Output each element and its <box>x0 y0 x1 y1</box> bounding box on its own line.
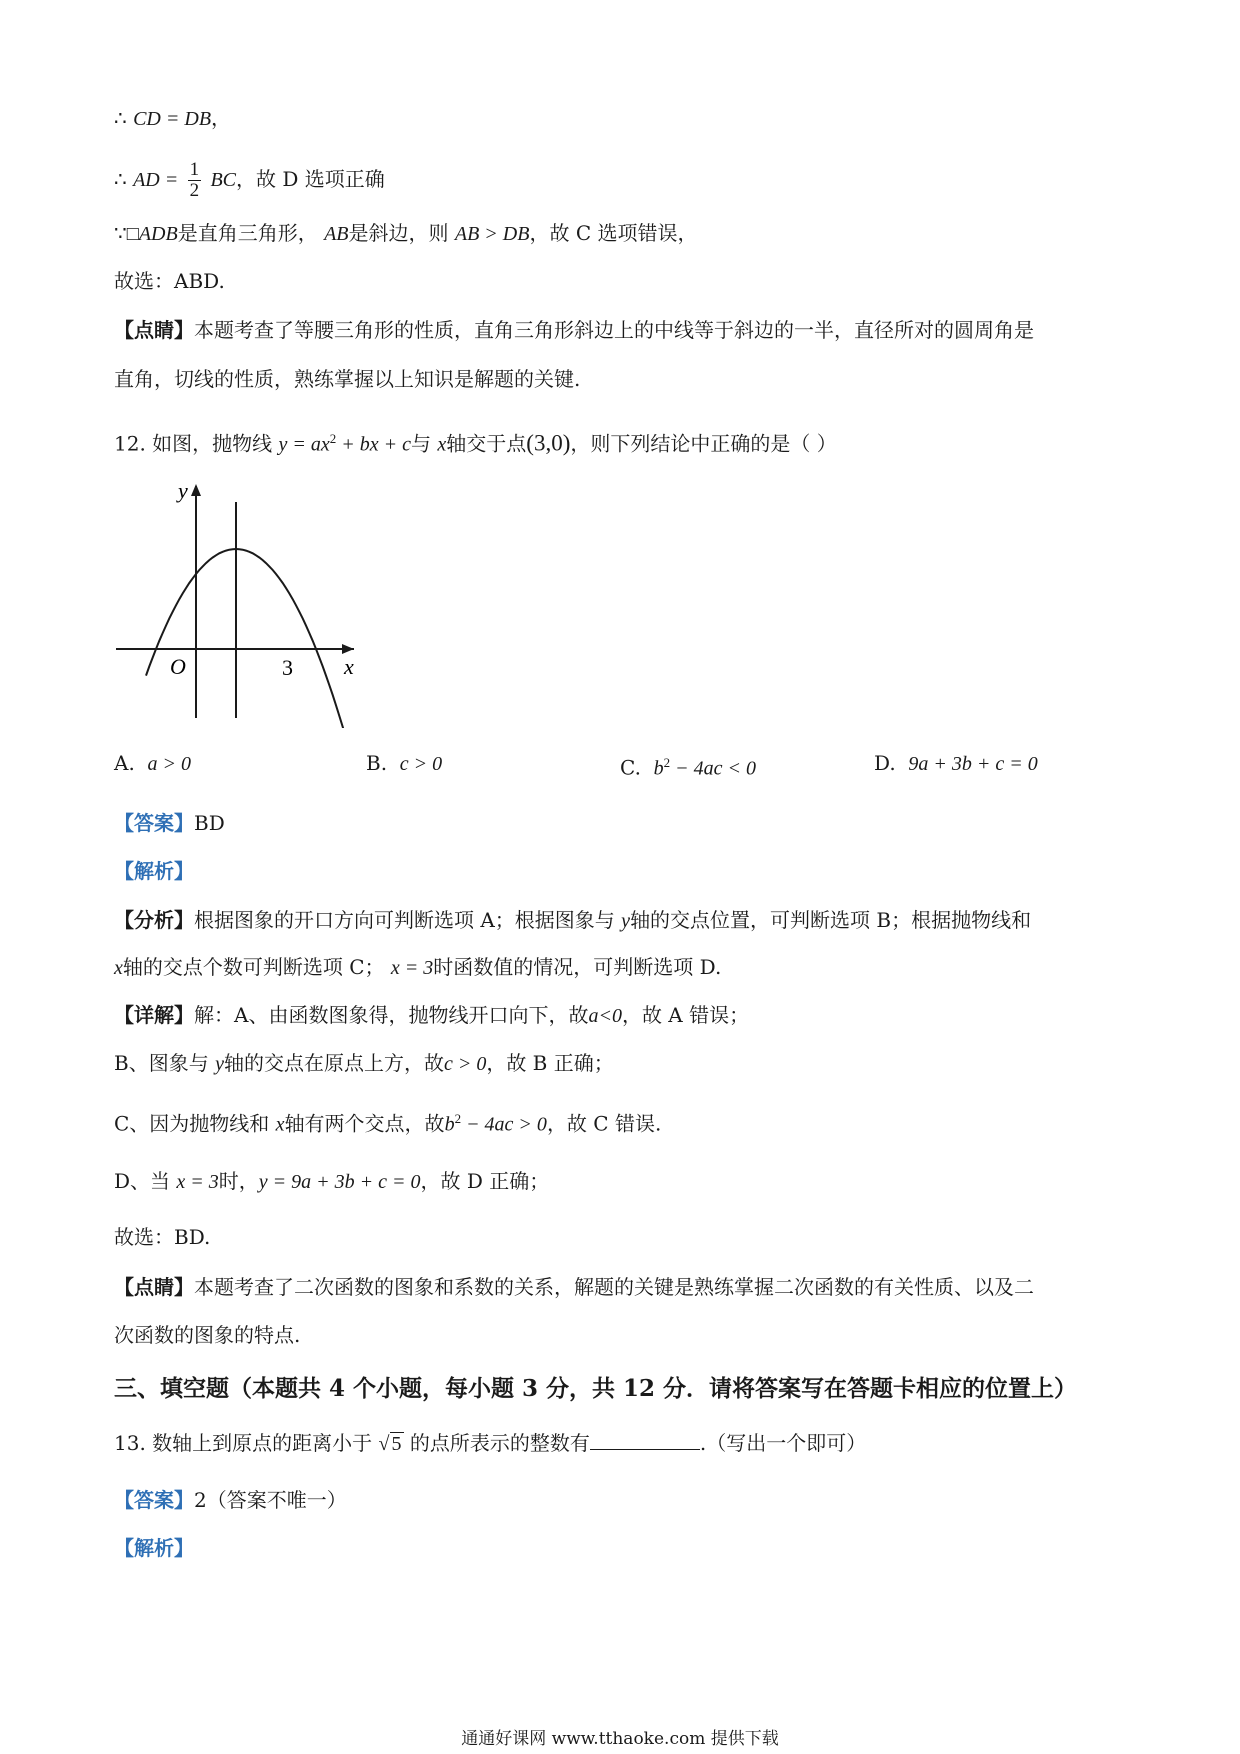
answer-tag: 【答案】 <box>114 811 194 835</box>
x-var: x <box>275 1113 285 1136</box>
text: 轴的交点个数可判断选项 C； <box>122 955 385 979</box>
equation-x-3: x = 3 <box>390 957 434 979</box>
y-axis-label: y <box>178 478 188 503</box>
fenxi-line-1 <box>114 905 1031 936</box>
jiexi-tag: 【解析】 <box>114 859 194 883</box>
exponent: 2 <box>663 755 671 770</box>
option-d <box>874 748 1038 779</box>
option-c <box>620 748 756 784</box>
xiangjie-b <box>114 1048 614 1079</box>
option-expr: a > 0 <box>147 753 192 775</box>
fraction-numerator: 1 <box>189 159 200 180</box>
triangle-symbol: □ <box>126 223 139 245</box>
text: ，则下列结论中正确的是（ ） <box>570 431 837 456</box>
therefore-symbol: ∴ <box>114 169 127 191</box>
text: ，故 A 错误； <box>621 1003 750 1027</box>
jiexi-tag-2: 【解析】 <box>114 1536 194 1560</box>
exponent: 2 <box>329 431 337 446</box>
inequality-a: a<0 <box>588 1005 622 1027</box>
text: B、图象与 <box>114 1051 209 1075</box>
fenxi-line-2 <box>114 952 721 983</box>
dianjing-text: 本题考查了等腰三角形的性质，直角三角形斜边上的中线等于斜边的一半，直径所对的圆周角是 <box>194 318 1034 342</box>
xiangjie-d <box>114 1166 549 1197</box>
text: ，故 B 正确； <box>486 1051 614 1075</box>
choice-bd: 故选：BD. <box>114 1225 211 1249</box>
dianjing-text: 本题考查了二次函数的图象和系数的关系，解题的关键是熟练掌握二次函数的有关性质、以及二 <box>194 1275 1034 1299</box>
text: C、因为抛物线和 <box>114 1111 270 1136</box>
dianjing-2 <box>114 1272 1034 1302</box>
footer-source: 通通好课网 www.tthaoke.com 提供下载 <box>461 1729 779 1749</box>
discriminant-rest: − 4ac > 0 <box>461 1113 547 1136</box>
sqrt-5 <box>379 1432 404 1455</box>
equation-value: y = 9a + 3b + c = 0 <box>258 1171 421 1193</box>
dianjing-2-cont: 次函数的图象的特点. <box>114 1323 301 1347</box>
text: 解：A、由函数图象得，抛物线开口向下，故 <box>194 1003 589 1027</box>
parabola-eq-rest: + bx + c <box>336 433 412 456</box>
choice-abd: 故选：ABD. <box>114 269 225 293</box>
xiangjie-a <box>114 1000 749 1031</box>
dianjing-tag: 【点睛】 <box>114 318 194 342</box>
parabola-graph <box>110 478 370 728</box>
exponent: 2 <box>454 1111 462 1126</box>
text: ，故 C 选项错误， <box>529 221 698 245</box>
option-label: C. <box>620 755 641 780</box>
question-number: 12. 如图，抛物线 <box>114 431 273 456</box>
line-ad-half-bc <box>114 160 385 201</box>
text: ，故 C 错误. <box>546 1111 662 1136</box>
radicand: 5 <box>391 1433 402 1455</box>
x-var: x <box>114 957 123 979</box>
equation-cd-db: CD = DB <box>133 108 212 130</box>
inequality-ab-db: AB > DB <box>454 223 530 245</box>
x-axis-arrow <box>342 644 354 654</box>
line-adb-right-triangle <box>114 218 698 249</box>
question-text: 的点所表示的整数有 <box>409 1431 590 1455</box>
text: 时函数值的情况，可判断选项 D. <box>433 955 722 979</box>
answer-blank <box>590 1429 700 1450</box>
text: 是直角三角形， <box>177 221 318 245</box>
comma: ， <box>211 106 232 130</box>
option-label: B. <box>366 751 388 775</box>
x-var: x <box>437 433 447 456</box>
text: 轴的交点位置，可判断选项 B；根据抛物线和 <box>630 908 1032 932</box>
answer-13 <box>114 1485 347 1515</box>
segment-ab: AB <box>324 223 349 245</box>
text: D、当 <box>114 1169 171 1193</box>
y-var: y <box>215 1053 224 1075</box>
option-label: D. <box>874 751 896 775</box>
answer-text: 2（答案不唯一） <box>194 1488 347 1512</box>
inequality-c: c > 0 <box>443 1053 487 1075</box>
xiangjie-c <box>114 1104 661 1140</box>
y-var: y <box>621 910 631 932</box>
answer-text: BD <box>194 811 225 835</box>
text: 轴有两个交点，故 <box>284 1111 445 1136</box>
tick-label-3: 3 <box>282 655 293 680</box>
text: 时， <box>218 1169 259 1193</box>
text: 轴交于点 <box>446 431 527 456</box>
answer-tag: 【答案】 <box>114 1488 194 1512</box>
option-expr-rest: − 4ac < 0 <box>670 757 757 780</box>
text: 轴的交点在原点上方，故 <box>223 1051 444 1075</box>
dianjing-1-cont: 直角，切线的性质，熟练掌握以上知识是解题的关键. <box>114 367 581 391</box>
therefore-symbol: ∴ <box>114 108 127 130</box>
option-b <box>366 748 442 779</box>
dianjing-1 <box>114 315 1034 345</box>
fenxi-tag: 【分析】 <box>114 908 194 932</box>
discriminant: b <box>444 1113 455 1136</box>
parabola-eq: y = ax <box>278 433 330 456</box>
text: 根据图象的开口方向可判断选项 A；根据图象与 <box>194 908 615 932</box>
equation-bc: BC <box>210 169 237 191</box>
because-symbol: ∵ <box>114 223 127 245</box>
answer-12 <box>114 808 225 838</box>
option-a <box>114 748 191 779</box>
y-axis-arrow <box>191 484 201 496</box>
fraction-denominator: 2 <box>189 180 200 201</box>
option-expr: c > 0 <box>399 753 443 775</box>
text: ，故 D 正确； <box>420 1169 550 1193</box>
origin-label: O <box>170 654 186 679</box>
text: 与 <box>411 431 432 456</box>
fraction-one-half <box>188 160 202 201</box>
parabola-curve <box>146 549 346 728</box>
option-label: A. <box>114 751 135 775</box>
conclusion-d-correct: ，故 D 选项正确 <box>236 167 385 191</box>
question-text: 13. 数轴上到原点的距离小于 <box>114 1431 373 1455</box>
xiangjie-tag: 【详解】 <box>114 1003 194 1027</box>
question-13 <box>114 1428 866 1459</box>
line-cd-db <box>114 103 231 134</box>
option-expr: 9a + 3b + c = 0 <box>908 753 1038 775</box>
text: 是斜边，则 <box>348 221 449 245</box>
option-expr: b <box>653 757 664 780</box>
section-heading-fill-in: 三、填空题（本题共 4 个小题，每小题 3 分，共 12 分．请将答案写在答题卡相应的位置上） <box>114 1375 1078 1402</box>
triangle-name: ADB <box>138 223 178 245</box>
question-text: .（写出一个即可） <box>699 1431 867 1455</box>
intercept-point: (3,0) <box>526 430 571 456</box>
question-12 <box>114 424 837 460</box>
sqrt-symbol: √ <box>378 1433 390 1455</box>
equation-ad: AD = <box>133 169 179 191</box>
dianjing-tag: 【点睛】 <box>114 1275 194 1299</box>
equation-x-3: x = 3 <box>176 1171 219 1193</box>
x-axis-label: x <box>344 654 354 679</box>
